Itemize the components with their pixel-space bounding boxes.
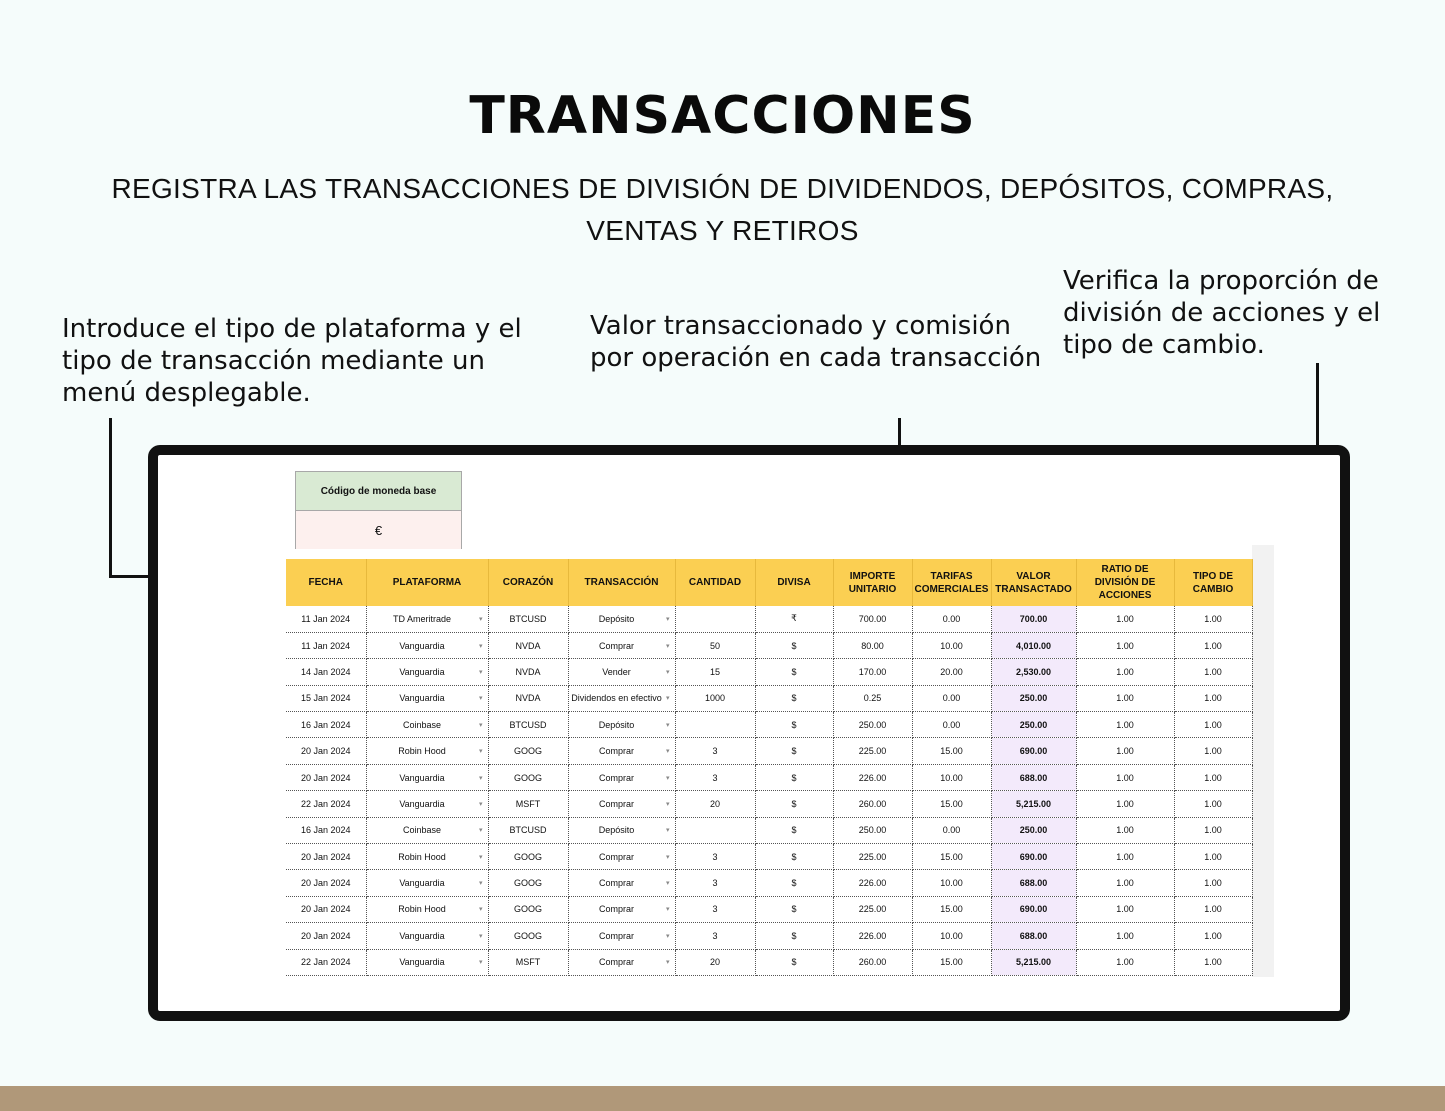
table-cell[interactable]: 1.00 xyxy=(1076,817,1174,843)
cell-value: Comprar xyxy=(598,878,634,889)
cell-value: Vanguardia xyxy=(399,798,445,809)
chevron-down-icon[interactable]: ▾ xyxy=(665,906,670,914)
table-cell[interactable]: 3 xyxy=(675,923,755,949)
table-cell[interactable]: $ xyxy=(755,738,833,764)
table-row xyxy=(286,659,1252,685)
table-cell[interactable]: 20 Jan 2024 xyxy=(286,844,366,870)
chevron-down-icon[interactable]: ▾ xyxy=(478,880,483,888)
table-cell[interactable]: 690.00 xyxy=(991,844,1076,870)
table-cell[interactable]: GOOG xyxy=(488,923,568,949)
table-cell[interactable] xyxy=(568,870,675,896)
table-cell[interactable]: 700.00 xyxy=(991,606,1076,632)
table-cell[interactable]: 3 xyxy=(675,896,755,922)
cell-value: Robin Hood xyxy=(398,851,446,862)
table-row xyxy=(286,791,1252,817)
chevron-down-icon[interactable]: ▾ xyxy=(665,774,670,782)
table-cell[interactable]: 1.00 xyxy=(1076,923,1174,949)
table-cell[interactable]: $ xyxy=(755,949,833,975)
table-cell[interactable]: BTCUSD xyxy=(488,712,568,738)
cell-value: Vanguardia xyxy=(399,666,445,677)
table-cell[interactable]: 225.00 xyxy=(833,896,912,922)
table-cell[interactable]: $ xyxy=(755,764,833,790)
table-cell[interactable]: $ xyxy=(755,870,833,896)
table-row xyxy=(286,712,1252,738)
column-header: TARIFAS COMERCIALES xyxy=(912,559,991,606)
cell-value: Depósito xyxy=(598,719,635,730)
chevron-down-icon[interactable]: ▾ xyxy=(665,642,670,650)
table-cell[interactable]: 2,530.00 xyxy=(991,659,1076,685)
table-cell[interactable]: MSFT xyxy=(488,949,568,975)
table-cell[interactable]: 1.00 xyxy=(1076,791,1174,817)
table-cell[interactable] xyxy=(366,685,488,711)
table-cell[interactable] xyxy=(568,606,675,632)
table-cell[interactable]: 22 Jan 2024 xyxy=(286,949,366,975)
table-row xyxy=(286,896,1252,922)
table-cell[interactable]: 0.00 xyxy=(912,712,991,738)
cell-value: Comprar xyxy=(598,798,634,809)
page-title: TRANSACCIONES xyxy=(469,86,976,146)
table-cell[interactable]: $ xyxy=(755,712,833,738)
chevron-down-icon[interactable]: ▾ xyxy=(478,668,483,676)
table-cell[interactable]: 1.00 xyxy=(1174,659,1252,685)
cell-value: Vanguardia xyxy=(399,693,445,704)
chevron-down-icon[interactable]: ▾ xyxy=(478,853,483,861)
table-cell[interactable]: 10.00 xyxy=(912,923,991,949)
table-cell[interactable]: GOOG xyxy=(488,870,568,896)
table-cell[interactable]: 20 Jan 2024 xyxy=(286,896,366,922)
cell-value: Coinbase xyxy=(402,719,442,730)
table-cell[interactable]: 10.00 xyxy=(912,632,991,658)
column-header: VALOR TRANSACTADO xyxy=(991,559,1076,606)
table-cell[interactable] xyxy=(675,606,755,632)
table-cell[interactable]: 3 xyxy=(675,738,755,764)
table-cell[interactable]: GOOG xyxy=(488,738,568,764)
table-cell[interactable]: 3 xyxy=(675,870,755,896)
table-cell[interactable]: GOOG xyxy=(488,896,568,922)
table-cell[interactable] xyxy=(366,817,488,843)
table-cell[interactable]: 10.00 xyxy=(912,764,991,790)
table-cell[interactable] xyxy=(366,712,488,738)
table-cell[interactable]: BTCUSD xyxy=(488,817,568,843)
table-cell[interactable]: 1000 xyxy=(675,685,755,711)
chevron-down-icon[interactable]: ▾ xyxy=(478,748,483,756)
annotation-dropdowns: Introduce el tipo de plataforma y el tipo de transacción mediante un menú desplegable. xyxy=(62,314,522,408)
table-cell[interactable]: 20 Jan 2024 xyxy=(286,764,366,790)
cell-value: Comprar xyxy=(598,930,634,941)
chevron-down-icon[interactable]: ▾ xyxy=(478,695,483,703)
cell-value: Vanguardia xyxy=(399,878,445,889)
column-header: RATIO DE DIVISIÓN DE ACCIONES xyxy=(1076,559,1174,606)
table-cell[interactable]: 690.00 xyxy=(991,896,1076,922)
table-row xyxy=(286,949,1252,975)
table-cell[interactable] xyxy=(366,923,488,949)
table-cell[interactable]: $ xyxy=(755,632,833,658)
table-cell[interactable]: 15.00 xyxy=(912,949,991,975)
cell-value: Robin Hood xyxy=(398,904,446,915)
table-cell[interactable]: 1.00 xyxy=(1174,923,1252,949)
table-cell[interactable]: 1.00 xyxy=(1174,685,1252,711)
table-cell[interactable]: 1.00 xyxy=(1076,685,1174,711)
cell-value: Depósito xyxy=(598,613,635,624)
cell-value: TD Ameritrade xyxy=(392,613,452,624)
chevron-down-icon[interactable]: ▾ xyxy=(665,853,670,861)
column-header: DIVISA xyxy=(755,559,833,606)
table-cell[interactable] xyxy=(675,712,755,738)
table-cell[interactable]: 1.00 xyxy=(1076,949,1174,975)
table-cell[interactable]: 1.00 xyxy=(1174,949,1252,975)
table-cell[interactable]: 250.00 xyxy=(833,817,912,843)
footer-band xyxy=(0,1086,1445,1111)
column-header: CANTIDAD xyxy=(675,559,755,606)
table-cell[interactable]: 16 Jan 2024 xyxy=(286,817,366,843)
table-cell[interactable]: 226.00 xyxy=(833,923,912,949)
table-cell[interactable]: 20 xyxy=(675,791,755,817)
chevron-down-icon[interactable]: ▾ xyxy=(478,932,483,940)
table-cell[interactable]: 226.00 xyxy=(833,764,912,790)
table-cell[interactable]: 15.00 xyxy=(912,791,991,817)
column-header: TRANSACCIÓN xyxy=(568,559,675,606)
column-header: IMPORTE UNITARIO xyxy=(833,559,912,606)
table-cell[interactable]: 20 Jan 2024 xyxy=(286,923,366,949)
chevron-down-icon[interactable]: ▾ xyxy=(478,721,483,729)
table-cell[interactable] xyxy=(568,791,675,817)
table-cell[interactable]: 20 Jan 2024 xyxy=(286,738,366,764)
table-cell[interactable]: 15 Jan 2024 xyxy=(286,685,366,711)
table-row xyxy=(286,817,1252,843)
table-cell[interactable]: $ xyxy=(755,659,833,685)
column-header: PLATAFORMA xyxy=(366,559,488,606)
table-cell[interactable] xyxy=(568,659,675,685)
table-cell[interactable]: 0.25 xyxy=(833,685,912,711)
cell-value: Vender xyxy=(602,666,631,677)
table-cell[interactable]: GOOG xyxy=(488,844,568,870)
table-cell[interactable]: MSFT xyxy=(488,791,568,817)
chevron-down-icon[interactable]: ▾ xyxy=(478,906,483,914)
table-cell[interactable]: BTCUSD xyxy=(488,606,568,632)
table-cell[interactable]: 3 xyxy=(675,764,755,790)
cell-value: Comprar xyxy=(598,904,634,915)
table-cell[interactable]: 0.00 xyxy=(912,606,991,632)
table-cell[interactable]: 0.00 xyxy=(912,817,991,843)
table-cell[interactable] xyxy=(568,844,675,870)
table-cell[interactable]: 20 Jan 2024 xyxy=(286,870,366,896)
table-cell[interactable]: 1.00 xyxy=(1174,738,1252,764)
table-cell[interactable]: 5,215.00 xyxy=(991,949,1076,975)
page-subtitle: REGISTRA LAS TRANSACCIONES DE DIVISIÓN DE DIVIDENDOS, DEPÓSITOS, COMPRAS, VENTAS Y RETIROS xyxy=(111,173,1334,246)
table-cell[interactable] xyxy=(366,632,488,658)
table-cell[interactable] xyxy=(366,738,488,764)
table-row xyxy=(286,923,1252,949)
table-cell[interactable]: 11 Jan 2024 xyxy=(286,606,366,632)
base-currency-value[interactable]: € xyxy=(296,511,461,549)
table-cell[interactable]: 11 Jan 2024 xyxy=(286,632,366,658)
table-row xyxy=(286,844,1252,870)
table-cell[interactable]: 688.00 xyxy=(991,764,1076,790)
table-cell[interactable]: 688.00 xyxy=(991,870,1076,896)
chevron-down-icon[interactable]: ▾ xyxy=(665,959,670,967)
chevron-down-icon[interactable]: ▾ xyxy=(478,800,483,808)
chevron-down-icon[interactable]: ▾ xyxy=(665,880,670,888)
table-cell[interactable] xyxy=(675,817,755,843)
table-cell[interactable]: 225.00 xyxy=(833,844,912,870)
table-cell[interactable]: 3 xyxy=(675,844,755,870)
chevron-down-icon[interactable]: ▾ xyxy=(478,642,483,650)
arrow-left-vertical xyxy=(109,418,112,578)
table-cell[interactable]: 22 Jan 2024 xyxy=(286,791,366,817)
table-cell[interactable]: 225.00 xyxy=(833,738,912,764)
annotation-values: Valor transaccionado y comisión por operación en cada transacción xyxy=(590,311,1042,373)
table-cell[interactable] xyxy=(366,949,488,975)
table-header-row xyxy=(286,559,1252,606)
table-cell[interactable]: 5,215.00 xyxy=(991,791,1076,817)
table-cell[interactable]: 1.00 xyxy=(1174,632,1252,658)
table-cell[interactable]: 1.00 xyxy=(1174,896,1252,922)
table-cell[interactable] xyxy=(366,659,488,685)
table-row xyxy=(286,764,1252,790)
table-cell[interactable]: $ xyxy=(755,896,833,922)
chevron-down-icon[interactable]: ▾ xyxy=(665,748,670,756)
table-cell[interactable]: 50 xyxy=(675,632,755,658)
table-cell[interactable]: $ xyxy=(755,923,833,949)
table-row xyxy=(286,870,1252,896)
cell-value: Vanguardia xyxy=(399,957,445,968)
table-cell[interactable]: 1.00 xyxy=(1076,659,1174,685)
table-cell[interactable]: 15.00 xyxy=(912,896,991,922)
table-cell[interactable]: $ xyxy=(755,685,833,711)
cell-value: Comprar xyxy=(598,957,634,968)
table-cell[interactable] xyxy=(366,844,488,870)
table-cell[interactable]: $ xyxy=(755,844,833,870)
table-cell[interactable]: 1.00 xyxy=(1076,606,1174,632)
table-row xyxy=(286,685,1252,711)
table-cell[interactable] xyxy=(568,896,675,922)
table-cell[interactable]: 10.00 xyxy=(912,870,991,896)
table-cell[interactable] xyxy=(568,685,675,711)
chevron-down-icon[interactable]: ▾ xyxy=(478,774,483,782)
chevron-down-icon[interactable]: ▾ xyxy=(665,800,670,808)
table-cell[interactable] xyxy=(568,764,675,790)
table-cell[interactable]: 20.00 xyxy=(912,659,991,685)
table-cell[interactable]: 15.00 xyxy=(912,844,991,870)
table-cell[interactable]: 226.00 xyxy=(833,870,912,896)
table-cell[interactable]: 1.00 xyxy=(1076,632,1174,658)
cell-value: Comprar xyxy=(598,772,634,783)
table-cell[interactable]: 1.00 xyxy=(1076,764,1174,790)
table-cell[interactable]: 1.00 xyxy=(1174,817,1252,843)
chevron-down-icon[interactable]: ▾ xyxy=(665,615,670,623)
table-cell[interactable]: 250.00 xyxy=(833,712,912,738)
table-cell[interactable] xyxy=(366,791,488,817)
cell-value: Robin Hood xyxy=(398,746,446,757)
table-cell[interactable]: 1.00 xyxy=(1076,896,1174,922)
table-cell[interactable]: NVDA xyxy=(488,685,568,711)
table-body xyxy=(286,606,1252,975)
table-cell[interactable]: 1.00 xyxy=(1076,844,1174,870)
column-header: FECHA xyxy=(286,559,366,606)
table-cell[interactable]: ₹ xyxy=(755,606,833,632)
table-cell[interactable] xyxy=(366,896,488,922)
chevron-down-icon[interactable]: ▾ xyxy=(665,695,670,703)
column-header: TIPO DE CAMBIO xyxy=(1174,559,1252,606)
table-cell[interactable]: $ xyxy=(755,791,833,817)
base-currency-box xyxy=(295,471,462,549)
cell-value: Vanguardia xyxy=(399,772,445,783)
table-cell[interactable]: NVDA xyxy=(488,632,568,658)
base-currency-label: Código de moneda base xyxy=(296,472,461,511)
table-cell[interactable]: 700.00 xyxy=(833,606,912,632)
table-cell[interactable] xyxy=(568,738,675,764)
table-cell[interactable]: 15 xyxy=(675,659,755,685)
table-cell[interactable]: 0.00 xyxy=(912,685,991,711)
table-cell[interactable]: $ xyxy=(755,817,833,843)
table-cell[interactable] xyxy=(568,632,675,658)
table-cell[interactable] xyxy=(568,923,675,949)
table-cell[interactable] xyxy=(568,712,675,738)
table-cell[interactable]: 80.00 xyxy=(833,632,912,658)
table-cell[interactable]: 1.00 xyxy=(1076,738,1174,764)
table-cell[interactable]: 1.00 xyxy=(1174,606,1252,632)
table-cell[interactable]: 170.00 xyxy=(833,659,912,685)
table-cell[interactable]: 260.00 xyxy=(833,949,912,975)
table-cell[interactable]: 1.00 xyxy=(1174,712,1252,738)
table-cell[interactable]: 260.00 xyxy=(833,791,912,817)
table-cell[interactable]: 690.00 xyxy=(991,738,1076,764)
table-cell[interactable]: NVDA xyxy=(488,659,568,685)
table-cell[interactable]: 1.00 xyxy=(1174,870,1252,896)
cell-value: Dividendos en efectivo xyxy=(571,693,662,704)
chevron-down-icon[interactable]: ▾ xyxy=(665,721,670,729)
cell-value: Comprar xyxy=(598,640,634,651)
table-cell[interactable]: 1.00 xyxy=(1174,764,1252,790)
table-row xyxy=(286,738,1252,764)
table-cell[interactable]: 15.00 xyxy=(912,738,991,764)
table-cell[interactable] xyxy=(366,764,488,790)
chevron-down-icon[interactable]: ▾ xyxy=(478,827,483,835)
cell-value: Vanguardia xyxy=(399,930,445,941)
table-cell[interactable]: 16 Jan 2024 xyxy=(286,712,366,738)
table-cell[interactable] xyxy=(568,949,675,975)
table-cell[interactable]: 688.00 xyxy=(991,923,1076,949)
table-cell[interactable]: 1.00 xyxy=(1076,870,1174,896)
cell-value: Vanguardia xyxy=(399,640,445,651)
table-cell[interactable]: GOOG xyxy=(488,764,568,790)
cell-value: Comprar xyxy=(598,746,634,757)
chevron-down-icon[interactable]: ▾ xyxy=(665,668,670,676)
cell-value: Comprar xyxy=(598,851,634,862)
table-row xyxy=(286,632,1252,658)
chevron-down-icon[interactable]: ▾ xyxy=(665,932,670,940)
table-cell[interactable] xyxy=(366,870,488,896)
table-cell[interactable]: 1.00 xyxy=(1076,712,1174,738)
chevron-down-icon[interactable]: ▾ xyxy=(478,959,483,967)
table-cell[interactable]: 250.00 xyxy=(991,712,1076,738)
table-cell[interactable]: 4,010.00 xyxy=(991,632,1076,658)
cell-value: Depósito xyxy=(598,825,635,836)
table-cell[interactable] xyxy=(568,817,675,843)
table-cell[interactable]: 1.00 xyxy=(1174,791,1252,817)
transactions-table xyxy=(286,559,1253,976)
annotation-ratio: Verifica la proporción de división de acciones y el tipo de cambio. xyxy=(1063,266,1381,360)
table-cell[interactable]: 20 xyxy=(675,949,755,975)
chevron-down-icon[interactable]: ▾ xyxy=(478,615,483,623)
table-cell[interactable]: 250.00 xyxy=(991,685,1076,711)
column-header: CORAZÓN xyxy=(488,559,568,606)
cell-value: Coinbase xyxy=(402,825,442,836)
table-cell[interactable]: 1.00 xyxy=(1174,844,1252,870)
table-cell[interactable] xyxy=(366,606,488,632)
sheet-margin xyxy=(1252,545,1274,977)
table-cell[interactable]: 250.00 xyxy=(991,817,1076,843)
table-row xyxy=(286,606,1252,632)
chevron-down-icon[interactable]: ▾ xyxy=(665,827,670,835)
table-cell[interactable]: 14 Jan 2024 xyxy=(286,659,366,685)
